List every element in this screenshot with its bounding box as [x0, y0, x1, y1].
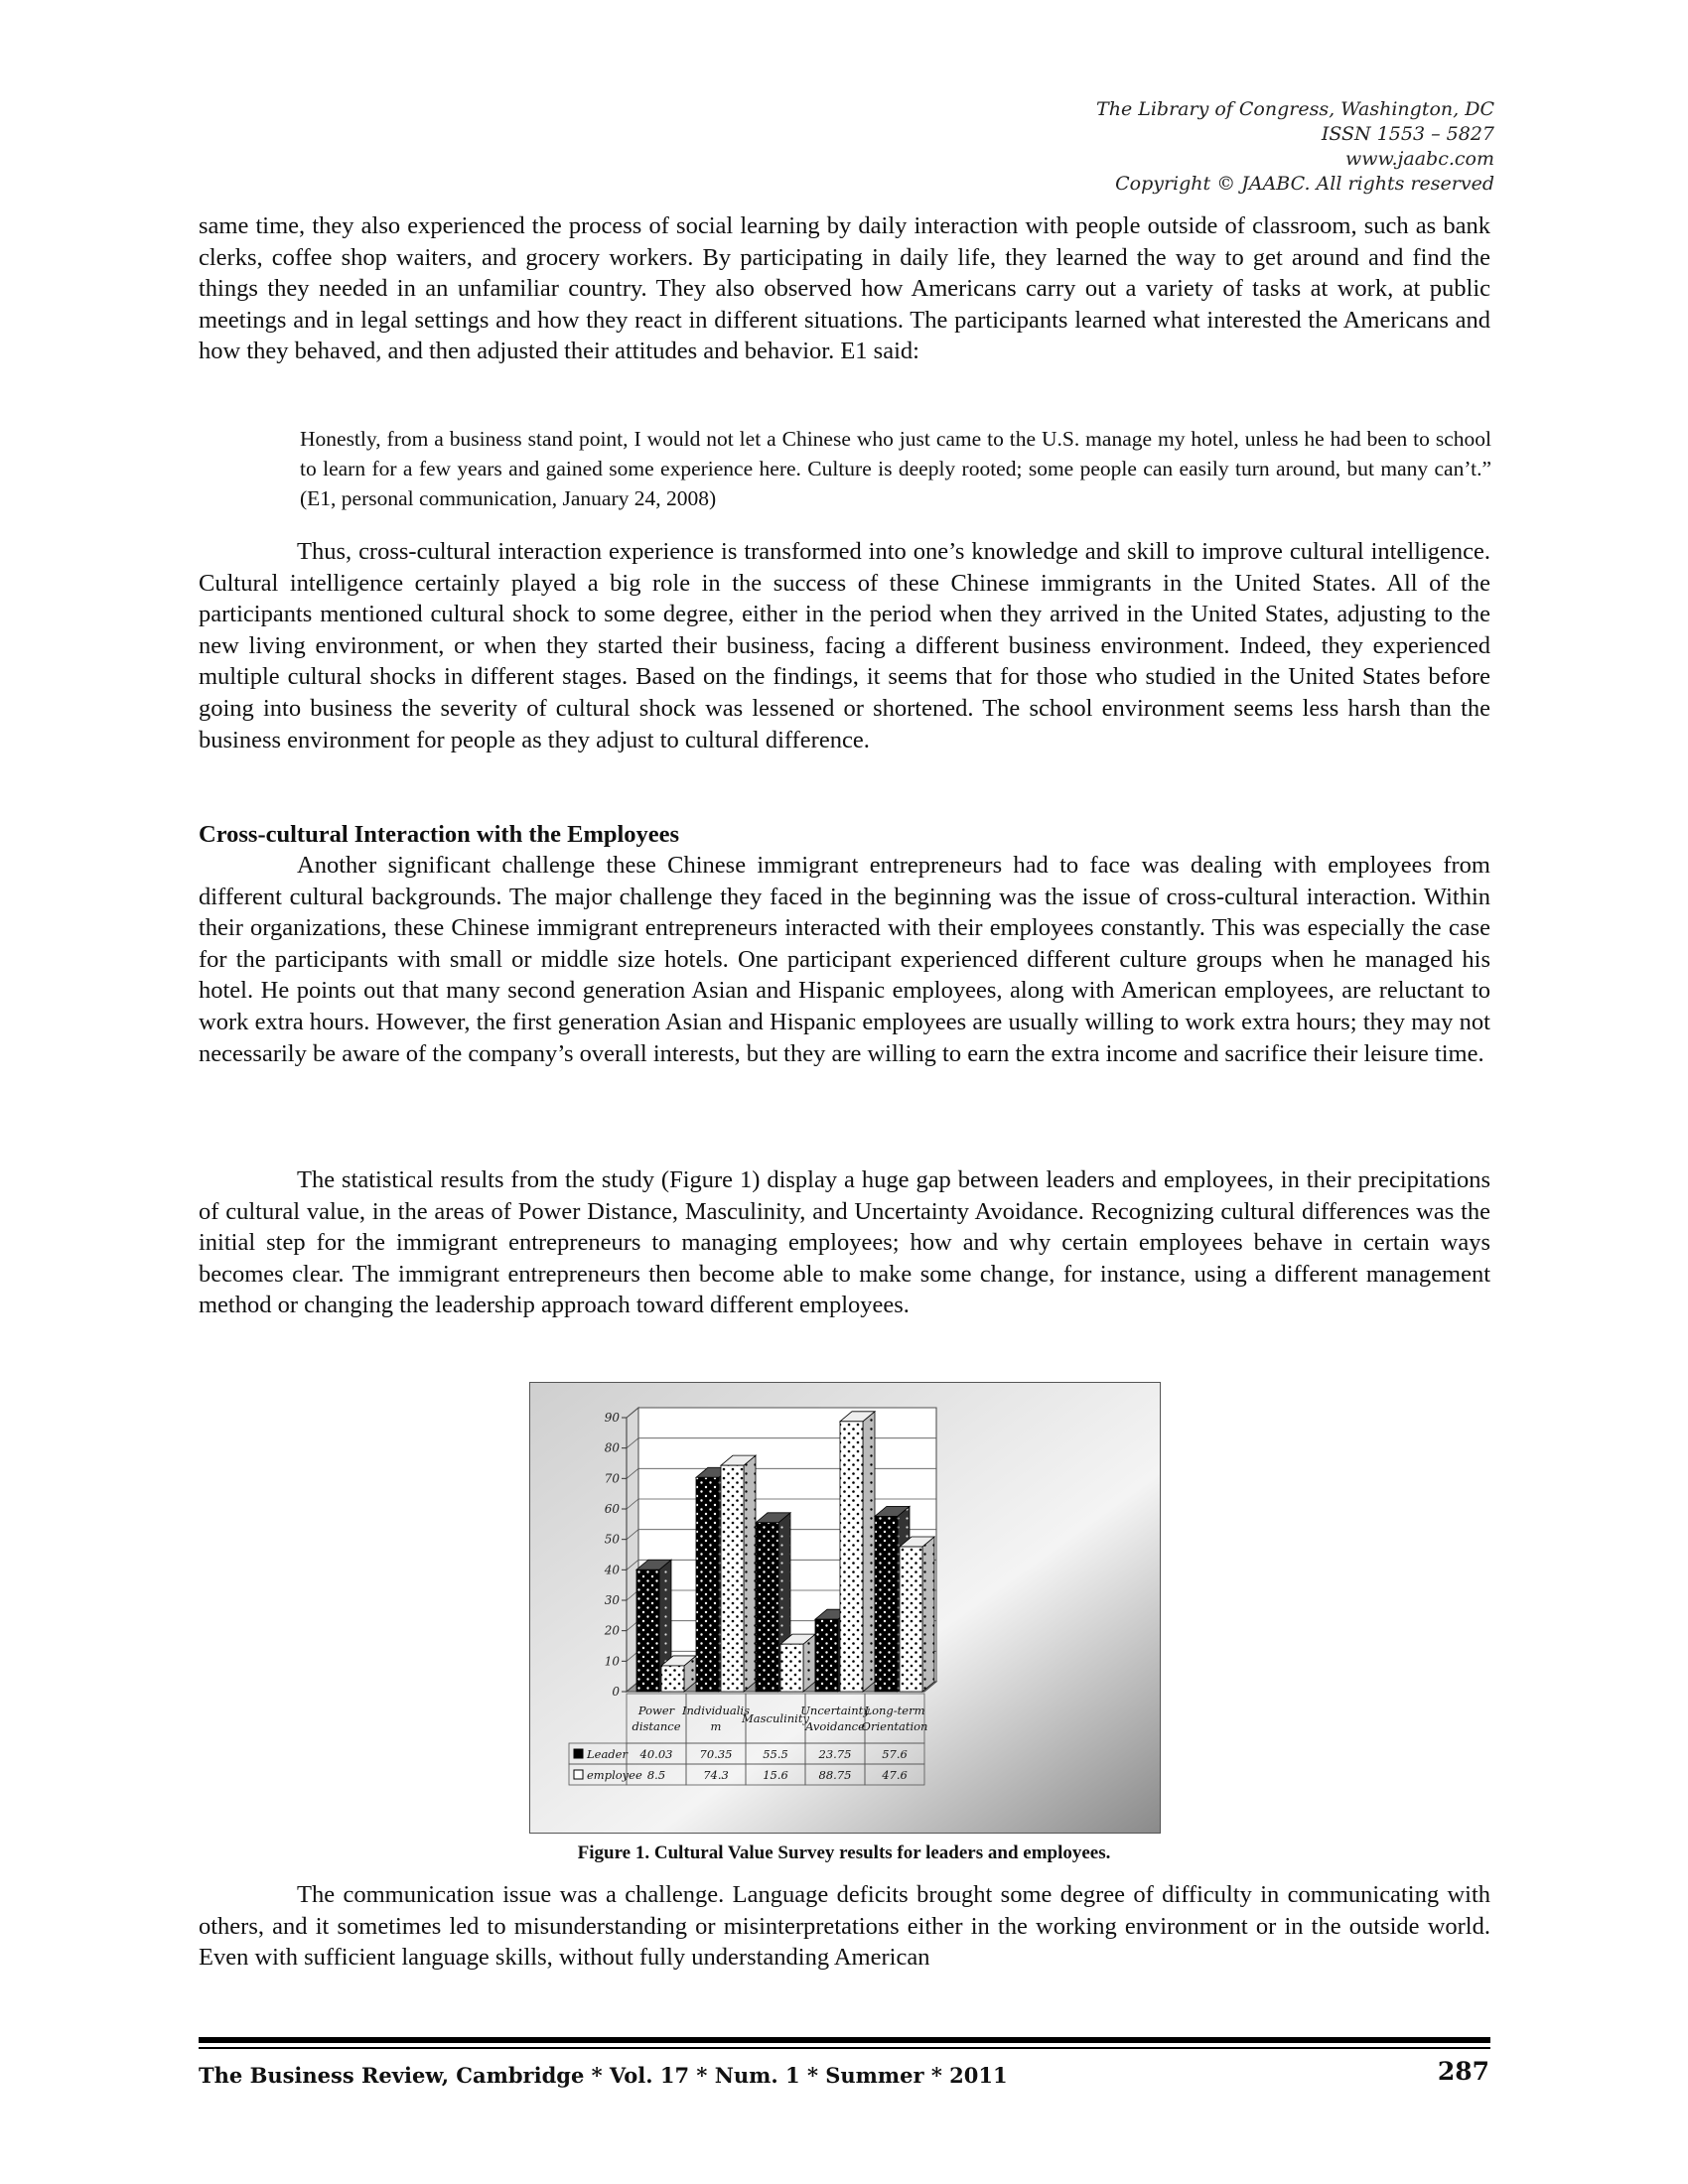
quote-text: Honestly, from a business stand point, I would not let a Chinese who just came to the U.S. manage my hotel, unless he had been to school to learn for a few years and gained some experience here. Culture is deeply rooted; some people can easily turn around, but many can’t.” (E1, personal communication, January 24, 2008): [300, 427, 1491, 510]
data-label: 57.6: [882, 1747, 908, 1761]
y-tick-label: 20: [604, 1623, 620, 1638]
header-copyright: Copyright © JAABC. All rights reserved: [1115, 173, 1494, 195]
header-library: The Library of Congress, Washington, DC: [1096, 98, 1494, 120]
footer-rule-thick: [199, 2037, 1490, 2043]
table-header-label: Power: [637, 1704, 675, 1717]
legend-label-leader: Leader: [587, 1747, 628, 1761]
bar-side-employee: [922, 1537, 934, 1692]
data-label: 23.75: [818, 1747, 852, 1761]
bar-leader: [636, 1570, 659, 1692]
bar-leader: [815, 1619, 838, 1692]
figure-1: [529, 1382, 1161, 1834]
body-paragraph-2: [199, 536, 1490, 755]
block-quote: [300, 424, 1491, 513]
header-issn: ISSN 1553 – 5827: [1321, 123, 1494, 145]
bar-side-employee: [744, 1455, 756, 1692]
footer-rule-thin: [199, 2047, 1490, 2049]
body-paragraph-4: [199, 1164, 1490, 1321]
y-tick-label: 90: [604, 1411, 620, 1425]
bar-employee: [840, 1422, 863, 1692]
bar-employee: [900, 1547, 922, 1692]
table-header-label: distance: [632, 1719, 681, 1733]
bar-side-employee: [863, 1412, 875, 1692]
body-paragraph-1: [199, 210, 1490, 367]
table-header-label: Individualis: [681, 1704, 751, 1717]
paragraph-text: same time, they also experienced the process of social learning by daily interaction with people outside of classroom, such as bank clerks, coffee shop waiters, and grocery workers. By participating in daily life, they learned the way to get around and find the things they needed in an unfamiliar country. They also observed how Americans carry out a variety of tasks at work, at public meetings and in legal settings and how they react in different situations. The participants learned what interested the Americans and how they behaved, and then adjusted their attitudes and behavior. E1 said:: [199, 212, 1490, 365]
bar-chart: [529, 1382, 1161, 1834]
data-label: 15.6: [763, 1768, 788, 1782]
y-tick-label: 0: [612, 1685, 620, 1699]
footer-journal: The Business Review, Cambridge * Vol. 17 * Num. 1 * Summer * 2011: [199, 2063, 1008, 2088]
y-tick-label: 60: [604, 1502, 620, 1516]
y-tick-label: 80: [604, 1440, 620, 1455]
data-label: 70.35: [699, 1747, 733, 1761]
body-paragraph-5: [199, 1879, 1490, 1974]
y-tick-label: 50: [604, 1532, 620, 1547]
table-header-label: Long-term: [864, 1704, 925, 1717]
legend-swatch-leader: [574, 1749, 583, 1758]
table-header-label: Orientation: [861, 1719, 928, 1733]
paragraph-text: Thus, cross-cultural interaction experience is transformed into one’s knowledge and skill to improve cultural intelligence. Cultural intelligence certainly played a big role in the success of these Chinese immigrants in the United States. All of the participants mentioned cultural shock to some degree, either in the period when they arrived in the United States, adjusting to the new living environment, or when they started their business, facing a different business environment. Indeed, they experienced multiple cultural shocks in different stages. Based on the findings, it seems that for those who studied in the United States before going into business the severity of cultural shock was lessened or shortened. The school environment seems less harsh than the business environment for people as they adjust to cultural difference.: [199, 538, 1490, 753]
bar-employee: [661, 1666, 684, 1692]
y-tick-label: 70: [604, 1471, 620, 1486]
section-heading: Cross-cultural Interaction with the Employees: [199, 821, 680, 848]
page-number: 287: [1437, 2057, 1489, 2086]
data-label: 8.5: [646, 1768, 666, 1782]
bar-leader: [696, 1477, 719, 1692]
legend-swatch-employee: [574, 1770, 583, 1779]
table-header-label: Uncertainty: [800, 1704, 870, 1717]
paragraph-text: The communication issue was a challenge. Language deficits brought some degree of difficulty in communicating with others, and it sometimes led to misunderstanding or misinterpretations either in the working environment or in the outside world. Even with sufficient language skills, without fully understanding American: [199, 1881, 1490, 1972]
body-paragraph-3: [199, 850, 1490, 1069]
bar-employee: [721, 1465, 744, 1692]
table-header-label: Masculinity: [742, 1711, 809, 1725]
paragraph-text: The statistical results from the study (Figure 1) display a huge gap between leaders and employees, in their precipitations of cultural value, in the areas of Power Distance, Masculinity, and Uncertainty Avoidance. Recognizing cultural differences was the initial step for the immigrant entrepreneurs to managing employees; how and why certain employees behave in certain ways becomes clear. The immigrant entrepreneurs then become able to make some change, for instance, using a different management method or changing the leadership approach toward different employees.: [199, 1166, 1490, 1319]
legend-label-employee: employee: [587, 1768, 642, 1782]
data-label: 74.3: [703, 1768, 729, 1782]
data-label: 55.5: [763, 1747, 788, 1761]
paragraph-text: Another significant challenge these Chinese immigrant entrepreneurs had to face was dealing with employees from different cultural backgrounds. The major challenge they faced in the beginning was the issue of cross-cultural interaction. Within their organizations, these Chinese immigrant entrepreneurs interacted with their employees constantly. This was especially the case for the participants with small or middle size hotels. One participant experienced different culture groups when he managed his hotel. He points out that many second generation Asian and Hispanic employees, along with American employees, are reluctant to work extra hours. However, the first generation Asian and Hispanic employees are usually willing to work extra hours; they may not necessarily be aware of the company’s overall interests, but they are willing to earn the extra income and sacrifice their leisure time.: [199, 852, 1490, 1067]
figure-caption: Figure 1. Cultural Value Survey results for leaders and employees.: [577, 1843, 1111, 1863]
header-website: www.jaabc.com: [1344, 148, 1494, 170]
y-tick-label: 30: [604, 1593, 620, 1607]
data-label: 47.6: [882, 1768, 908, 1782]
table-header-label: Avoidance: [805, 1719, 865, 1733]
data-label: 88.75: [818, 1768, 852, 1782]
bar-employee: [780, 1644, 803, 1692]
y-tick-label: 40: [604, 1563, 620, 1577]
table-header-label: m: [710, 1719, 722, 1733]
data-label: 40.03: [639, 1747, 673, 1761]
bar-leader: [756, 1523, 778, 1692]
journal-header: [1096, 97, 1494, 197]
y-tick-label: 10: [604, 1654, 620, 1669]
bar-leader: [875, 1516, 898, 1692]
